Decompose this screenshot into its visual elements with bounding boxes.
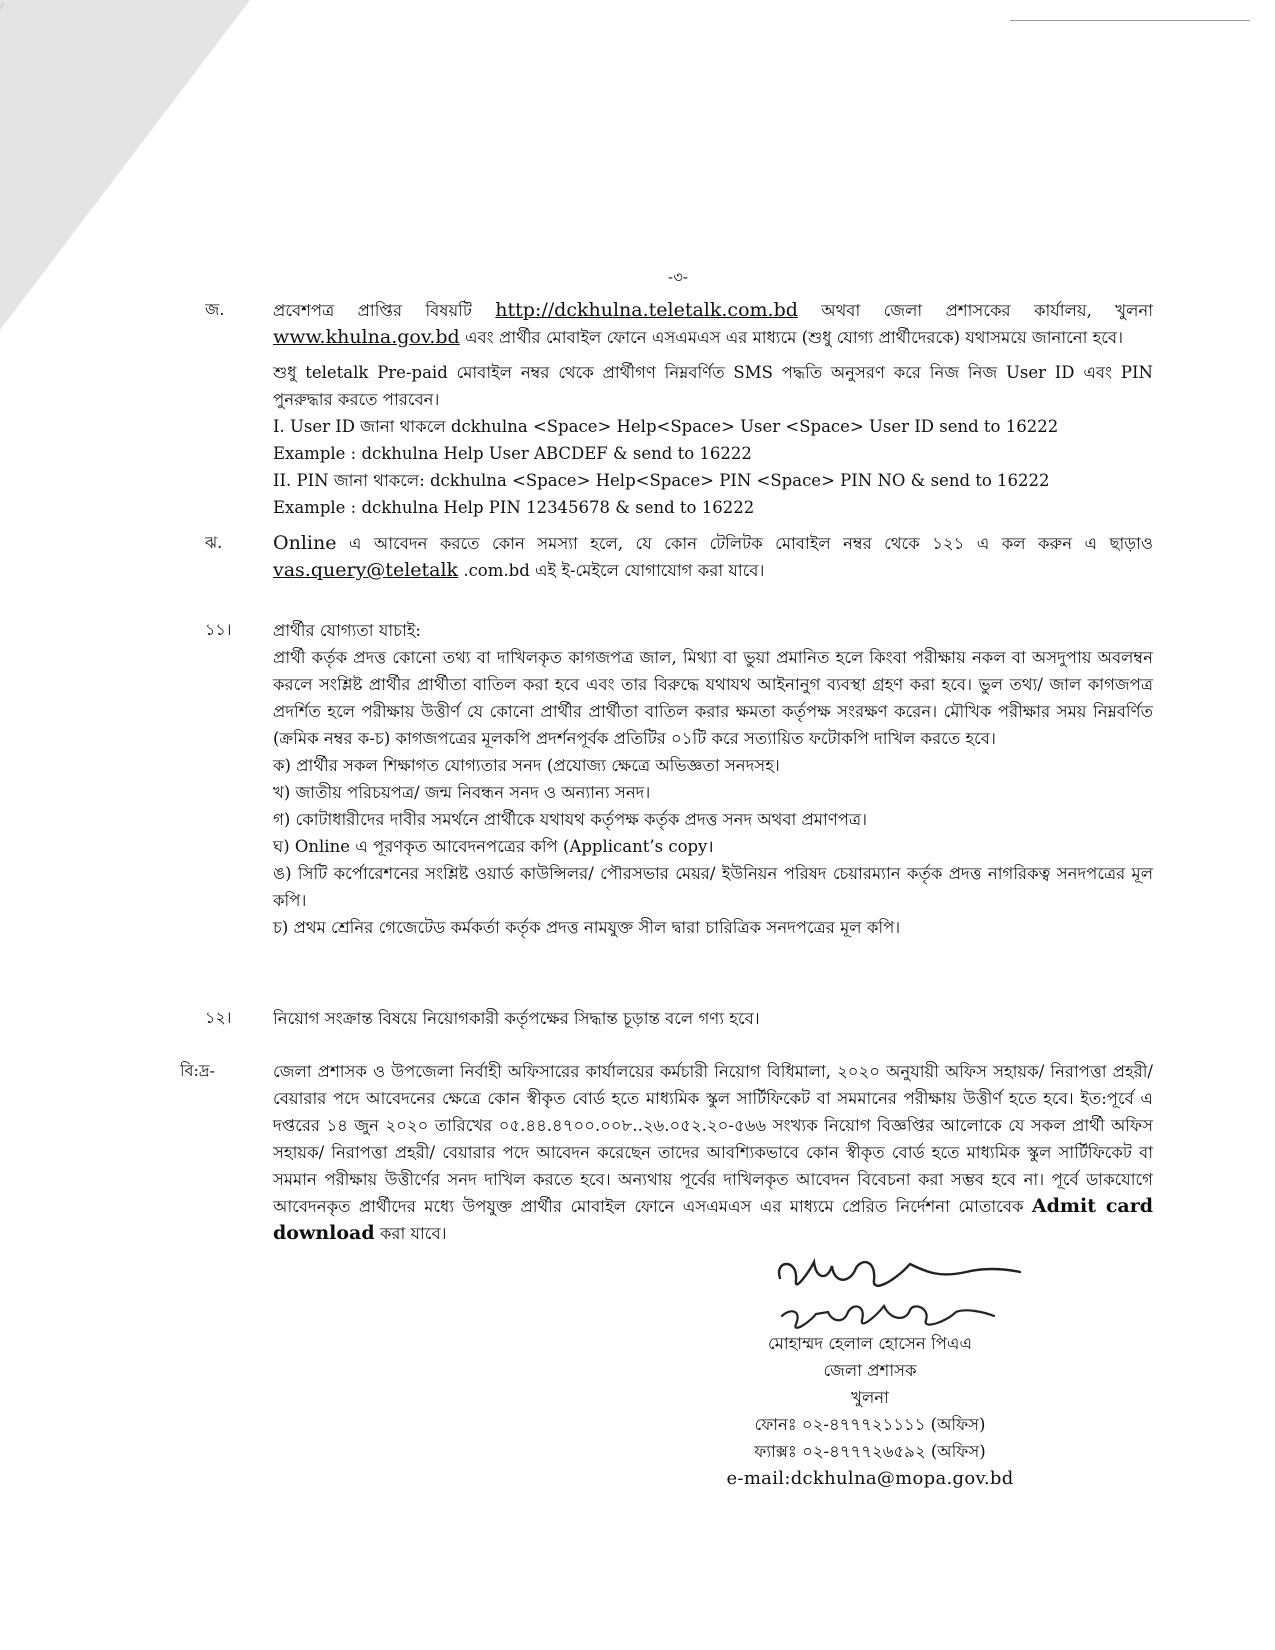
signatory-district: খুলনা <box>851 1388 889 1407</box>
section-body: নিয়োগ সংক্রান্ত বিষয়ে নিয়োগকারী কর্তৃপক্ষের সিদ্ধান্ত চূড়ান্ত বলে গণ্য হবে। <box>273 1009 760 1028</box>
note-body <box>273 1058 1153 1247</box>
admit-card-phrase: Admit card download <box>273 1195 1153 1244</box>
page-number: -৩- <box>668 268 688 286</box>
list-item: গ) কোটাধারীদের দাবীর সমর্থনে প্রার্থীকে যথাযথ কর্তৃপক্ষ কর্তৃক প্রদত্ত সনদ অথবা প্রমাণপত্র। <box>273 810 868 829</box>
text: অথবা জেলা প্রশাসকের কার্যালয়, খুলনা <box>797 301 1154 320</box>
text: এ আবেদন করতে কোন সমস্যা হলে, যে কোন টেলিটক মোবাইল নম্বর থেকে ১২১ এ কল করুন এ ছাড়াও <box>336 534 1153 553</box>
section-body <box>273 617 1153 941</box>
online-word: Online <box>273 532 337 554</box>
note-marker: বি:দ্র- <box>180 1061 215 1080</box>
section-marker: ঝ. <box>205 533 223 552</box>
section-marker: ১২। <box>205 1008 232 1027</box>
pin-sms-rule: II. PIN জানা থাকলে: dckhulna <Space> Help<Space> PIN <Space> PIN NO & send to 16222 <box>273 471 1050 490</box>
section-body <box>273 297 1153 521</box>
signatory-phone: ফোনঃ ০২-৪৭৭৭২১১১১ (অফিস) <box>754 1415 986 1434</box>
section-marker: ১১। <box>205 620 232 639</box>
section-heading: প্রার্থীর যোগ্যতা যাচাই: <box>273 621 421 640</box>
signatory-designation: জেলা প্রশাসক <box>823 1361 917 1380</box>
note-text: জেলা প্রশাসক ও উপজেলা নির্বাহী অফিসারের কার্যালয়ের কর্মচারী নিয়োগ বিধিমালা, ২০২০ অনুযায়ী অফিস সহায়ক/ নিরাপত্তা প্রহরী/ বেয়ারার পদে আবেদনের ক্ষেত্রে কোন স্বীকৃত বোর্ড হতে মাধ্যমিক স্কুল সার্টিফিকেট বা সমমানের পরীক্ষায় উত্তীর্ণ হতে হবে। ইত:পূর্বে এ দপ্তরের ১৪ জুন ২০২০ তারিখের ০৫.৪৪.৪৭০০.০০৮..২৬.০৫২.২০-৫৬৬ সংখ্যক নিয়োগ বিজ্ঞপ্তির আলোকে যে সকল প্রার্থী অফিস সহায়ক/ নিরাপত্তা প্রহরী/ বেয়ারার পদে আবেদন করেছেন তাদের আবশ্যিকভাবে কোন স্বীকৃত বোর্ড হতে মাধ্যমিক স্কুল সার্টিফিকেট বা সমমান পরীক্ষায় উত্তীর্ণের সনদ দাখিল করতে হবে। অন্যথায় পূর্বের দাখিলকৃত আবেদন বিবেচনা করা সম্ভব হবে না। পূর্বে ডাকযোগে আবেদনকৃত প্রার্থীদের মধ্যে উপযুক্ত প্রার্থীর মোবাইল ফোনে এসএমএস এর মাধ্যমে প্রেরিত নির্দেশনা মোতাবেক <box>273 1062 1153 1216</box>
pin-sms-example: Example : dckhulna Help PIN 12345678 & send to 16222 <box>273 498 755 517</box>
text: .com.bd এই ই-মেইলে যোগাযোগ করা যাবে। <box>458 561 765 580</box>
pin-retrieval-instruction: শুধু teletalk Pre-paid মোবাইল নম্বর থেকে প্রার্থীগণ নিম্নবর্ণিত SMS পদ্ধতি অনুসরণ করে নিজ নিজ User ID এবং PIN পুনরুদ্ধার করতে পারবেন। <box>273 363 1153 409</box>
section-body <box>273 530 1153 584</box>
list-item: চ) প্রথম শ্রেনির গেজেটেড কর্মকর্তা কর্তৃক প্রদত্ত নামযুক্ত সীল দ্বারা চারিত্রিক সনদপত্রের মূল কপি। <box>273 918 901 937</box>
list-item: ঙ) সিটি কর্পোরেশনের সংশ্লিষ্ট ওয়ার্ড কাউন্সিলর/ পৌরসভার মেয়র/ ইউনিয়ন পরিষদ চেয়ারম্যান কর্তৃক প্রদত্ত নাগরিকত্ব সনদপত্রের মূল কপি। <box>273 864 1153 910</box>
teletalk-url-link[interactable]: http://dckhulna.teletalk.com.bd <box>495 299 798 321</box>
section-marker: জ. <box>205 300 225 319</box>
signatory-fax: ফ্যাক্সঃ ০২-৪৭৭৭২৬৫৯২ (অফিস) <box>754 1442 986 1461</box>
khulna-gov-url-link[interactable]: www.khulna.gov.bd <box>273 326 460 348</box>
text: প্রবেশপত্র প্রাপ্তির বিষয়টি <box>273 301 496 320</box>
text: এবং প্রার্থীর মোবাইল ফোনে এসএমএস এর মাধ্যমে (শুধু যোগ্য প্রার্থীদেরকে) যথাসময়ে জানানো হবে। <box>459 328 1124 347</box>
signatory-email[interactable]: e-mail:dckhulna@mopa.gov.bd <box>726 1468 1014 1489</box>
verification-paragraph: প্রার্থী কর্তৃক প্রদত্ত কোনো তথ্য বা দাখিলকৃত কাগজপত্র জাল, মিথ্যা বা ভুয়া প্রমানিত হলে কিংবা পরীক্ষায় নকল বা অসদুপায় অবলম্বন করলে সংশ্লিষ্ট প্রার্থীর প্রার্থীতা বাতিল করা হবে এবং তার বিরুদ্ধে যথাযথ আইনানুগ ব্যবস্থা গ্রহণ করা হবে। ভুল তথ্য/ জাল কাগজপত্র প্রদর্শিত হলে পরীক্ষায় উত্তীর্ণ যে কোনো প্রার্থীর প্রার্থীতা বাতিল করার ক্ষমতা কর্তৃপক্ষ সংরক্ষণ করেন। মৌখিক পরীক্ষার সময় নিম্নবর্ণিত (ক্রমিক নম্বর ক-চ) কাগজপত্রের মূলকপি প্রদর্শনপূর্বক প্রতিটির ০১টি করে সত্যায়িত ফটোকপি দাখিল করতে হবে। <box>273 648 1153 748</box>
support-email-link[interactable]: vas.query@teletalk <box>273 559 459 581</box>
userid-sms-example: Example : dckhulna Help User ABCDEF & send to 16222 <box>273 444 752 463</box>
signatory-block <box>700 1330 1040 1492</box>
list-item: খ) জাতীয় পরিচয়পত্র/ জন্ম নিবন্ধন সনদ ও অন্যান্য সনদ। <box>273 783 651 802</box>
page-corner-fold <box>0 0 250 330</box>
userid-sms-rule: I. User ID জানা থাকলে dckhulna <Space> Help<Space> User <Space> User ID send to 16222 <box>273 417 1059 436</box>
list-item: ঘ) Online এ পূরণকৃত আবেদনপত্রের কপি (Applicant’s copy। <box>273 837 714 856</box>
note-tail: করা যাবে। <box>374 1224 447 1243</box>
scan-edge-line <box>1010 20 1250 21</box>
signatory-name: মোহাম্মদ হেলাল হোসেন পিএএ <box>767 1334 973 1353</box>
list-item: ক) প্রার্থীর সকল শিক্ষাগত যোগ্যতার সনদ (প্রযোজ্য ক্ষেত্রে অভিজ্ঞতা সনদসহ। <box>273 756 780 775</box>
